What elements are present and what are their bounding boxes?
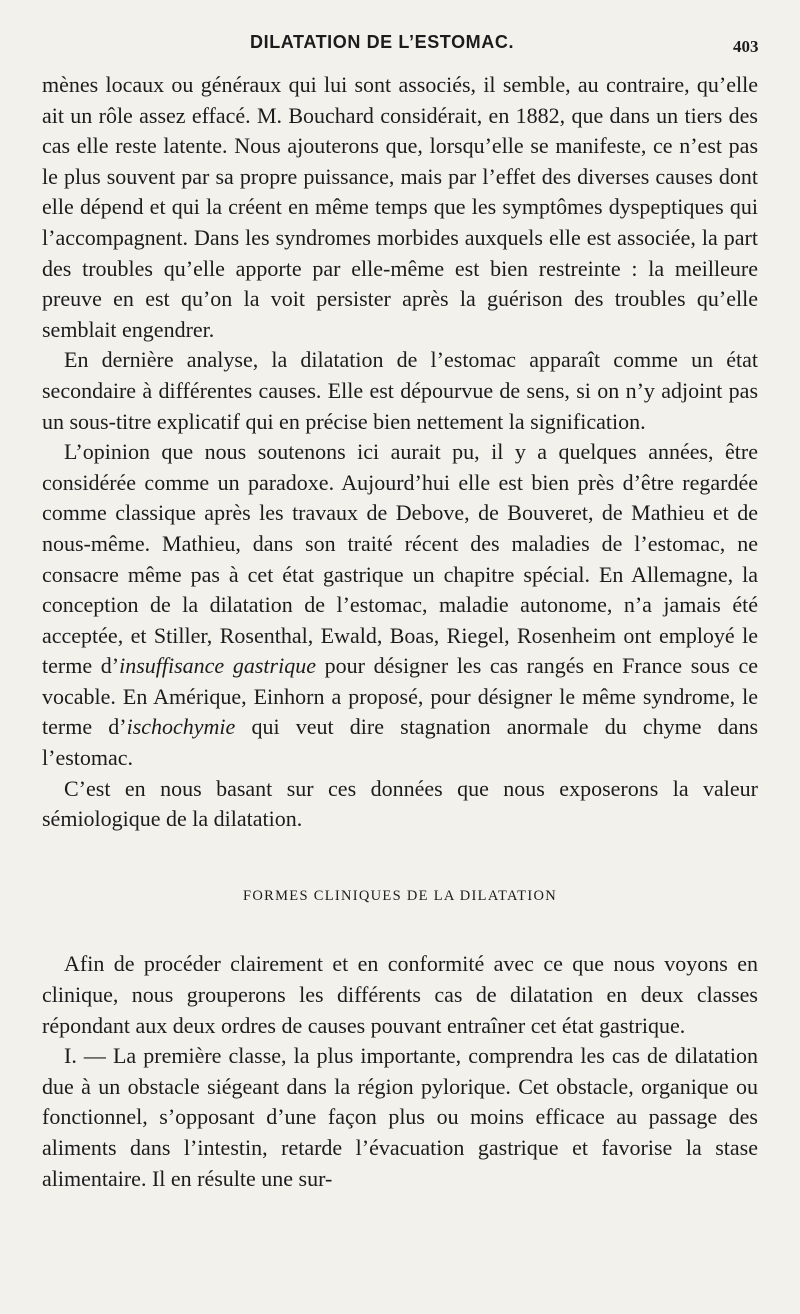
paragraph-3-part-c: qui veut dire stagnation anormale du chyme dans l’estomac.: [42, 714, 759, 771]
paragraph-3-part-a: L’opinion que nous soutenons ici aurait pu, il y a quelques années, être considérée comme un paradoxe. Aujourd’hui elle est bien près d’être regardée comme classique après les travaux de Debove, de Bouveret, de Mathieu et de nous-même. Mathieu, dans son traité récent des maladies de l’estomac, ne consacre même pas à cet état gastrique un chapitre spécial. En Allemagne, la conception de la dilatation de l’estomac, maladie autonome, n’a jamais été acceptée, et Stiller, Rosenthal, Ewald, Boas, Riegel, Rosenheim ont employé le terme d’: [42, 439, 758, 679]
term-ischochymie: ischochymie: [126, 714, 236, 740]
running-head: DILATATION DE L’ESTOMAC.: [250, 32, 515, 52]
body-text: [42, 70, 758, 1194]
paragraph-5: Afin de procéder clairement et en conformité avec ce que nous voyons en clinique, nous grouperons les différents cas de dilatation en deux classes répondant aux deux ordres de causes pouvant entraîner cet état gastrique.: [42, 951, 758, 1038]
paragraph-2: En dernière analyse, la dilatation de l’estomac apparaît comme un état secondaire à différentes causes. Elle est dépourvue de sens, si on n’y adjoint pas un sous-titre explicatif qui en précise bien nettement la signification.: [42, 347, 758, 434]
paragraph-4: C’est en nous basant sur ces données que nous exposerons la valeur sémiologique de la dilatation.: [42, 775, 758, 832]
paragraph-3-part-b: pour désigner les cas rangés en France sous ce vocable. En Amérique, Einhorn a proposé, pour désigner le même syndrome, le terme d’: [42, 653, 759, 740]
paragraph-6: I. — La première classe, la plus importante, comprendra les cas de dilatation due à un obstacle siégeant dans la région pylorique. Cet obstacle, organique ou fonctionnel, s’opposant d’une façon plus ou moins efficace au passage des aliments dans l’intestin, retarde l’évacuation gastrique et favorise la stase alimentaire. Il en résulte une sur-: [42, 1043, 758, 1191]
term-insuffisance-gastrique: insuffisance gastrique: [119, 653, 316, 679]
page-header: [0, 30, 800, 60]
paragraph-1: mènes locaux ou généraux qui lui sont associés, il semble, au contraire, qu’elle ait un rôle assez effacé. M. Bouchard considérait, en 1882, que dans un tiers des cas elle reste latente. Nous ajouterons que, lorsqu’elle se manifeste, ce n’est pas le plus souvent par sa propre puissance, mais par l’effet des diverses causes dont elle dépend et qui la créent en même temps que les symptômes dyspeptiques qui l’accompagnent. Dans les syndromes morbides auxquels elle est associée, la part des troubles qu’elle apporte par elle-même est bien restreinte : la meilleure preuve en est qu’on la voit persister après la guérison des troubles qu’elle semblait engendrer.: [42, 72, 758, 342]
page-number: 403: [733, 37, 759, 56]
section-heading: FORMES CLINIQUES DE LA DILATATION: [242, 887, 557, 904]
paragraph-3: [42, 437, 758, 774]
